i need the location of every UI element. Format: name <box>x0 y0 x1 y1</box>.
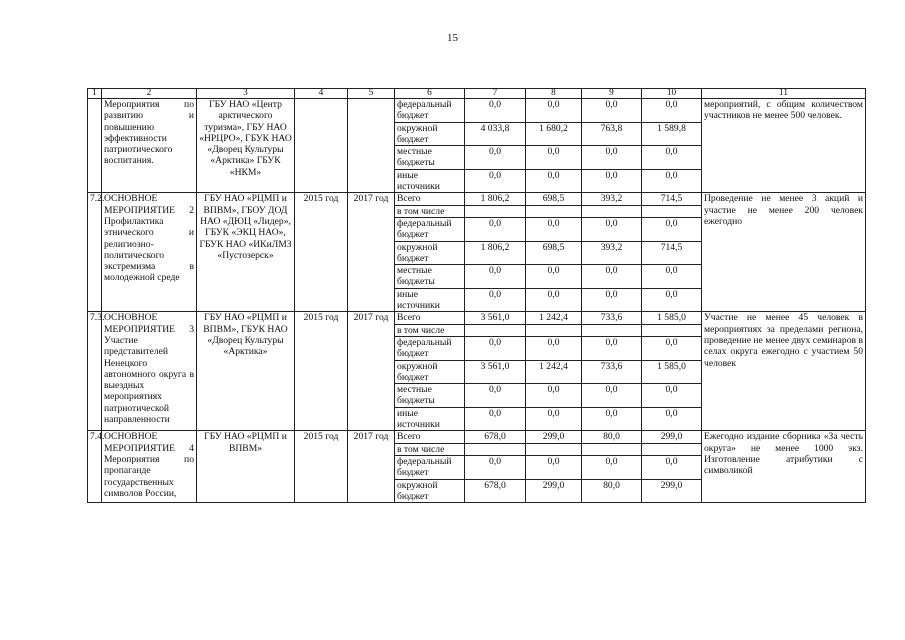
measure-executor: ГБУ НАО «Центр арктического туризма», ГБУ НАО «НРЦРО», ГБУК НАО «Дворец Культуры «Арктика» ГБУК «НКМ» <box>197 99 295 193</box>
value-total: 4 033,8 <box>465 122 526 146</box>
header-cell: 10 <box>642 89 702 99</box>
header-cell: 1 <box>88 89 102 99</box>
funding-source: иные источники <box>395 169 465 193</box>
value-total: 3 561,0 <box>465 360 526 384</box>
value-2015: 0,0 <box>526 288 582 312</box>
table-row <box>88 193 866 205</box>
value-2016: 393,2 <box>582 241 642 265</box>
measure-name: ОСНОВНОЕ МЕРОПРИЯТИЕ 2 Профилактика этнического и религиозно-политического экстремизма в молодежной среде <box>102 193 197 312</box>
start-year <box>295 99 348 193</box>
value-2015: 0,0 <box>526 407 582 431</box>
value-2017: 0,0 <box>642 146 702 170</box>
header-row <box>88 89 866 99</box>
expected-result: Участие не менее 45 человек в мероприятиях за пределами региона, проведение не менее двух семинаров в селах округа ежегодно с участием 50 человек <box>702 312 866 431</box>
value-2016 <box>582 324 642 336</box>
value-total <box>465 443 526 455</box>
value-2017 <box>642 324 702 336</box>
start-year: 2015 год <box>295 312 348 431</box>
funding-source: окружной бюджет <box>395 360 465 384</box>
value-2016: 0,0 <box>582 169 642 193</box>
value-2015: 1 680,2 <box>526 122 582 146</box>
table-row <box>88 99 866 123</box>
value-total: 0,0 <box>465 169 526 193</box>
start-year: 2015 год <box>295 193 348 312</box>
funding-source: окружной бюджет <box>395 241 465 265</box>
value-total: 1 806,2 <box>465 193 526 205</box>
header-cell: 8 <box>526 89 582 99</box>
header-cell: 9 <box>582 89 642 99</box>
value-2017 <box>642 205 702 217</box>
start-year: 2015 год <box>295 431 348 503</box>
measure-number: 7.2. <box>88 193 102 312</box>
table-row <box>88 312 866 324</box>
value-total: 678,0 <box>465 479 526 503</box>
value-2015 <box>526 324 582 336</box>
value-total: 0,0 <box>465 407 526 431</box>
funding-source: иные источники <box>395 407 465 431</box>
measure-executor: ГБУ НАО «РЦМП и ВПВМ», ГБУК НАО «Дворец Культуры «Арктика» <box>197 312 295 431</box>
header-cell: 6 <box>395 89 465 99</box>
value-total: 0,0 <box>465 336 526 360</box>
measure-name: ОСНОВНОЕ МЕРОПРИЯТИЕ 4 Мероприятия по пропаганде государственных символов России, <box>102 431 197 503</box>
expected-result: мероприятий, с общим количеством участников не менее 500 человек. <box>702 99 866 193</box>
header-cell: 2 <box>102 89 197 99</box>
value-2015: 0,0 <box>526 146 582 170</box>
measure-number: 7.4. <box>88 431 102 503</box>
value-2015: 1 242,4 <box>526 312 582 324</box>
value-2017: 299,0 <box>642 431 702 443</box>
value-total: 0,0 <box>465 265 526 289</box>
value-2016: 0,0 <box>582 265 642 289</box>
value-2017: 714,5 <box>642 241 702 265</box>
funding-source: местные бюджеты <box>395 265 465 289</box>
value-2015: 0,0 <box>526 99 582 123</box>
value-2017: 0,0 <box>642 455 702 479</box>
value-2017: 0,0 <box>642 384 702 408</box>
value-2017 <box>642 443 702 455</box>
value-2017: 714,5 <box>642 193 702 205</box>
value-2016: 733,6 <box>582 312 642 324</box>
funding-source: федеральный бюджет <box>395 455 465 479</box>
value-2015 <box>526 205 582 217</box>
measure-number <box>88 99 102 193</box>
value-2016: 80,0 <box>582 479 642 503</box>
end-year: 2017 год <box>348 431 395 503</box>
value-2016 <box>582 443 642 455</box>
value-total <box>465 324 526 336</box>
header-cell: 7 <box>465 89 526 99</box>
value-2015: 698,5 <box>526 193 582 205</box>
value-2016: 0,0 <box>582 336 642 360</box>
value-2015 <box>526 443 582 455</box>
value-2016: 0,0 <box>582 146 642 170</box>
end-year <box>348 99 395 193</box>
value-total: 0,0 <box>465 217 526 241</box>
header-cell: 5 <box>348 89 395 99</box>
value-2016: 763,8 <box>582 122 642 146</box>
funding-source: в том числе <box>395 443 465 455</box>
value-total: 0,0 <box>465 146 526 170</box>
value-2015: 0,0 <box>526 217 582 241</box>
value-2016: 0,0 <box>582 99 642 123</box>
value-2017: 0,0 <box>642 169 702 193</box>
value-total: 0,0 <box>465 288 526 312</box>
measure-executor: ГБУ НАО «РЦМП и ВПВМ» <box>197 431 295 503</box>
expected-result: Ежегодно издание сборника «За честь округа» не менее 1000 экз. Изготовление атрибутики с символикой <box>702 431 866 503</box>
value-total: 1 806,2 <box>465 241 526 265</box>
expected-result: Проведение не менее 3 акций и участие не менее 200 человек ежегодно <box>702 193 866 312</box>
funding-source: федеральный бюджет <box>395 99 465 123</box>
value-2015: 299,0 <box>526 479 582 503</box>
header-cell: 3 <box>197 89 295 99</box>
funding-source: местные бюджеты <box>395 384 465 408</box>
value-2017: 0,0 <box>642 288 702 312</box>
header-cell: 11 <box>702 89 866 99</box>
value-2016: 0,0 <box>582 407 642 431</box>
value-2017: 0,0 <box>642 336 702 360</box>
funding-source: местные бюджеты <box>395 146 465 170</box>
funding-source: в том числе <box>395 324 465 336</box>
end-year: 2017 год <box>348 193 395 312</box>
value-total: 678,0 <box>465 431 526 443</box>
value-2017: 0,0 <box>642 217 702 241</box>
funding-source: окружной бюджет <box>395 479 465 503</box>
value-total <box>465 205 526 217</box>
value-2016: 0,0 <box>582 217 642 241</box>
value-2016 <box>582 205 642 217</box>
program-table <box>87 88 866 503</box>
funding-source: Всего <box>395 312 465 324</box>
value-2017: 0,0 <box>642 99 702 123</box>
header-cell: 4 <box>295 89 348 99</box>
value-2015: 0,0 <box>526 336 582 360</box>
value-total: 0,0 <box>465 99 526 123</box>
table-row <box>88 431 866 443</box>
measure-name: Мероприятия по развитию и повышению эффективности патриотического воспитания. <box>102 99 197 193</box>
value-2015: 698,5 <box>526 241 582 265</box>
measure-number: 7.3. <box>88 312 102 431</box>
value-2016: 0,0 <box>582 384 642 408</box>
value-total: 0,0 <box>465 455 526 479</box>
measure-executor: ГБУ НАО «РЦМП и ВПВМ», ГБОУ ДОД НАО «ДЮЦ «Лидер», ГБУК «ЭКЦ НАО», ГБУК НАО «ИКиЛМЗ «Пустозерск» <box>197 193 295 312</box>
value-2015: 0,0 <box>526 169 582 193</box>
value-2016: 0,0 <box>582 455 642 479</box>
value-2017: 299,0 <box>642 479 702 503</box>
value-2015: 299,0 <box>526 431 582 443</box>
value-2017: 0,0 <box>642 407 702 431</box>
page-number: 15 <box>447 32 458 44</box>
value-2015: 0,0 <box>526 265 582 289</box>
funding-source: федеральный бюджет <box>395 217 465 241</box>
funding-source: Всего <box>395 431 465 443</box>
value-total: 0,0 <box>465 384 526 408</box>
value-2017: 0,0 <box>642 265 702 289</box>
value-2017: 1 585,0 <box>642 360 702 384</box>
value-2015: 1 242,4 <box>526 360 582 384</box>
end-year: 2017 год <box>348 312 395 431</box>
value-2017: 1 589,8 <box>642 122 702 146</box>
funding-source: окружной бюджет <box>395 122 465 146</box>
value-2015: 0,0 <box>526 384 582 408</box>
funding-source: в том числе <box>395 205 465 217</box>
value-total: 3 561,0 <box>465 312 526 324</box>
value-2016: 733,6 <box>582 360 642 384</box>
value-2016: 80,0 <box>582 431 642 443</box>
funding-source: иные источники <box>395 288 465 312</box>
value-2015: 0,0 <box>526 455 582 479</box>
measure-name: ОСНОВНОЕ МЕРОПРИЯТИЕ 3 Участие представителей Ненецкого автономного округа в выездных мероприятиях патриотической направленности <box>102 312 197 431</box>
value-2017: 1 585,0 <box>642 312 702 324</box>
value-2016: 393,2 <box>582 193 642 205</box>
funding-source: Всего <box>395 193 465 205</box>
value-2016: 0,0 <box>582 288 642 312</box>
funding-source: федеральный бюджет <box>395 336 465 360</box>
